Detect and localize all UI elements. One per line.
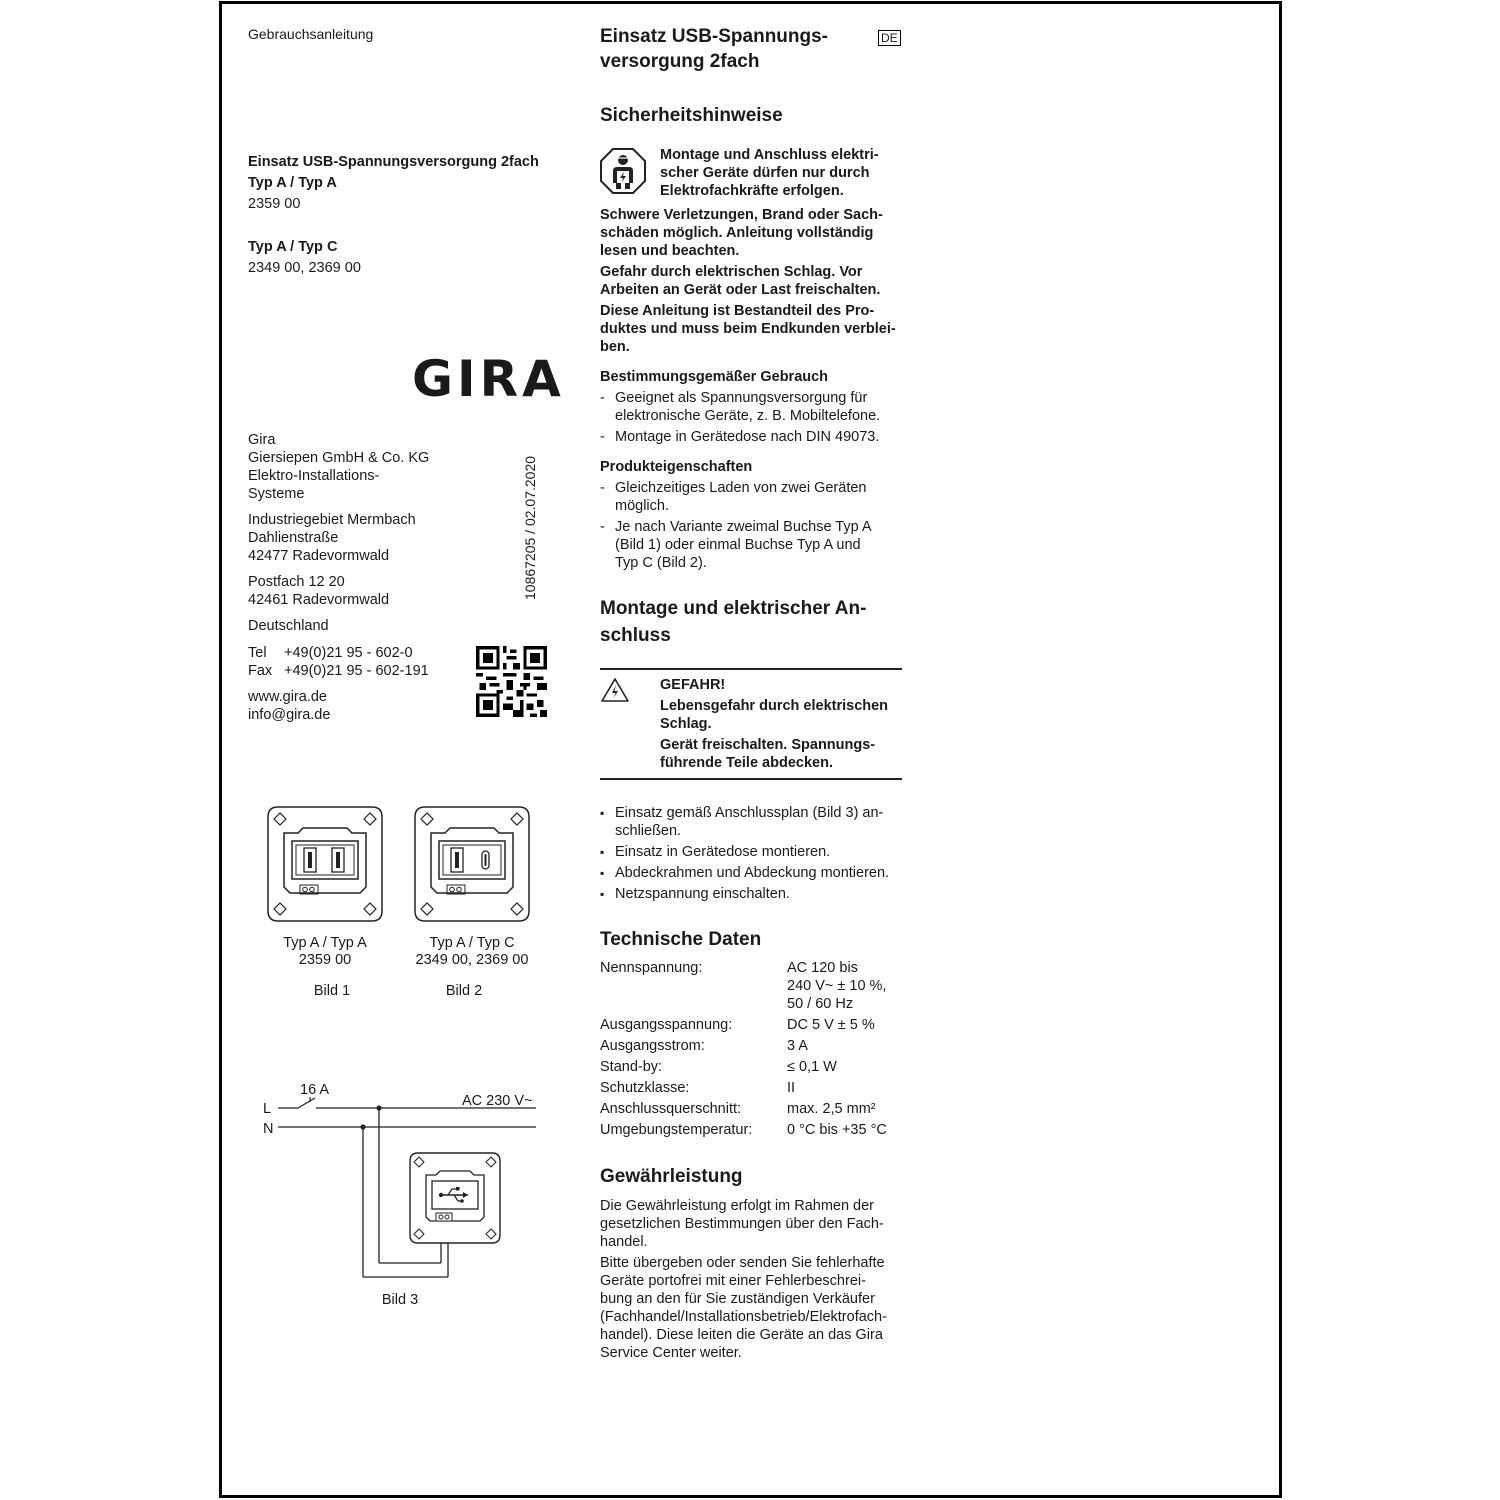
language-badge: DE <box>878 29 901 47</box>
list-item: - Gleichzeitiges Laden von zwei Geräten möglich. <box>600 479 910 515</box>
safety-heading: Sicherheitshinweise <box>600 105 783 126</box>
mounting-heading: Montage und elektrischer An- schluss <box>600 598 867 646</box>
warranty-heading: Gewährleistung <box>600 1166 743 1187</box>
company-line: Elektro-Installations- <box>248 468 380 484</box>
safety-paragraph-3: Diese Anleitung ist Bestandteil des Pro- duktes und muss beim Endkunden verblei- ben. <box>600 303 896 355</box>
doc-type: Gebrauchsanleitung <box>248 26 374 42</box>
website-link[interactable]: www.gira.de <box>248 689 327 705</box>
divider <box>600 778 902 780</box>
product-properties-heading: Produkteigenschaften <box>600 459 753 475</box>
list-item: ▪ Abdeckrahmen und Abdeckung montieren. <box>600 864 910 882</box>
technical-data-table <box>600 959 907 1142</box>
postbox-block <box>248 573 389 609</box>
danger-text-1: Lebensgefahr durch elektrischen Schlag. <box>660 698 889 732</box>
mounting-steps-list <box>600 804 910 906</box>
electrician-icon <box>599 147 647 195</box>
company-line: Giersiepen GmbH & Co. KG <box>248 450 430 466</box>
danger-text-2: Gerät freischalten. Spannungs- führende Teile abdecken. <box>660 737 876 771</box>
figure-2-number: 2349 00, 2369 00 <box>415 952 529 968</box>
wiring-voltage-label: AC 230 V~ <box>462 1093 533 1109</box>
address-line: 42477 Radevormwald <box>248 548 390 564</box>
table-row: Stand-by: ≤ 0,1 W <box>600 1059 837 1075</box>
wiring-N-label: N <box>263 1121 274 1137</box>
table-row: Schutzklasse: II <box>600 1080 796 1096</box>
country: Deutschland <box>248 618 329 634</box>
page-title: Einsatz USB-Spannungs- versorgung 2fach <box>600 26 829 72</box>
danger-title: GEFAHR! <box>660 677 726 693</box>
list-item: ▪ Netzspannung einschalten. <box>600 885 910 903</box>
fax-number: +49(0)21 95 - 602-191 <box>284 663 429 679</box>
list-item: - Montage in Gerätedose nach DIN 49073. <box>600 428 910 446</box>
list-item: - Je nach Variante zweimal Buchse Typ A (Bild 1) oder einmal Buchse Typ A und Typ C (Bild 2). <box>600 518 910 572</box>
address-line: Industriegebiet Mermbach <box>248 512 416 528</box>
postbox-line: 42461 Radevormwald <box>248 592 390 608</box>
figure-2-type: Typ A / Typ C <box>429 935 515 951</box>
list-item: ▪ Einsatz gemäß Anschlussplan (Bild 3) an- schließen. <box>600 804 910 840</box>
list-item: - Geeignet als Spannungsversorgung für elektronische Geräte, z. B. Mobiltelefone. <box>600 389 910 425</box>
list-item: ▪ Einsatz in Gerätedose montieren. <box>600 843 910 861</box>
address-line: Dahlienstraße <box>248 530 339 546</box>
figure-2-socket-insert <box>413 805 531 923</box>
figure-1-type: Typ A / Typ A <box>283 935 367 951</box>
figure-3-label: Bild 3 <box>381 1292 419 1308</box>
company-line: Systeme <box>248 486 305 502</box>
variant1-number: 2359 00 <box>248 196 301 212</box>
warranty-paragraph-2: Bitte übergeben oder senden Sie fehlerhafte Geräte portofrei mit einer Fehlerbeschrei- bung an den für Sie zuständigen Verkäufer (Fachhandel/Installationsbetrieb/Elektrofach- handel). Diese leiten die Geräte an das Gira Service Center weiter. <box>600 1255 887 1361</box>
figure-2-label: Bild 2 <box>445 983 483 999</box>
figure-1-socket-insert <box>266 805 384 923</box>
technical-data-heading: Technische Daten <box>600 929 762 950</box>
safety-paragraph-2: Gefahr durch elektrischen Schlag. Vor Arbeiten an Gerät oder Last freischalten. <box>600 264 881 298</box>
table-row: Ausgangsspannung: DC 5 V ± 5 % <box>600 1017 875 1033</box>
product-title: Einsatz USB-Spannungsversorgung 2fach <box>248 154 539 170</box>
doc-code-date: 10867205 / 02.07.2020 <box>522 455 538 600</box>
fax-label: Fax <box>248 663 273 679</box>
table-row: Anschlussquerschnitt: max. 2,5 mm² <box>600 1101 876 1117</box>
warning-triangle-icon <box>600 677 630 703</box>
variant1-type: Typ A / Typ A <box>248 175 337 191</box>
safety-electrician-note: Montage und Anschluss elektri- scher Geräte dürfen nur durch Elektrofachkräfte erfolgen. <box>660 147 879 199</box>
wiring-L-label: L <box>263 1101 272 1117</box>
intended-use-heading: Bestimmungsgemäßer Gebrauch <box>600 369 829 385</box>
variant2-type: Typ A / Typ C <box>248 239 338 255</box>
variant2-numbers: 2349 00, 2369 00 <box>248 260 361 276</box>
table-row: Ausgangsstrom: 3 A <box>600 1038 808 1054</box>
intended-use-list <box>600 389 910 449</box>
safety-paragraph-1: Schwere Verletzungen, Brand oder Sach- schäden möglich. Anleitung vollständig lesen und beachten. <box>600 207 883 259</box>
divider <box>600 668 902 670</box>
wiring-fuse-label: 16 A <box>300 1082 330 1098</box>
tel-label: Tel <box>248 645 267 661</box>
table-row: Nennspannung: AC 120 bis 240 V~ ± 10 %, 50 / 60 Hz <box>600 960 887 1012</box>
company-block <box>248 431 429 503</box>
warranty-paragraph-1: Die Gewährleistung erfolgt im Rahmen der gesetzlichen Bestimmungen über den Fach- handel. <box>600 1198 884 1250</box>
email-link[interactable]: info@gira.de <box>248 707 331 723</box>
product-properties-list <box>600 479 910 575</box>
table-row: Umgebungstemperatur: 0 °C bis +35 °C <box>600 1122 887 1138</box>
qr-code <box>476 646 547 717</box>
address-block <box>248 511 416 565</box>
company-line: Gira <box>248 432 276 448</box>
tel-number: +49(0)21 95 - 602-0 <box>284 645 413 661</box>
gira-logo: GIRA <box>412 350 565 408</box>
figure-1-number: 2359 00 <box>298 952 352 968</box>
figure-1-label: Bild 1 <box>313 983 351 999</box>
postbox-line: Postfach 12 20 <box>248 574 345 590</box>
